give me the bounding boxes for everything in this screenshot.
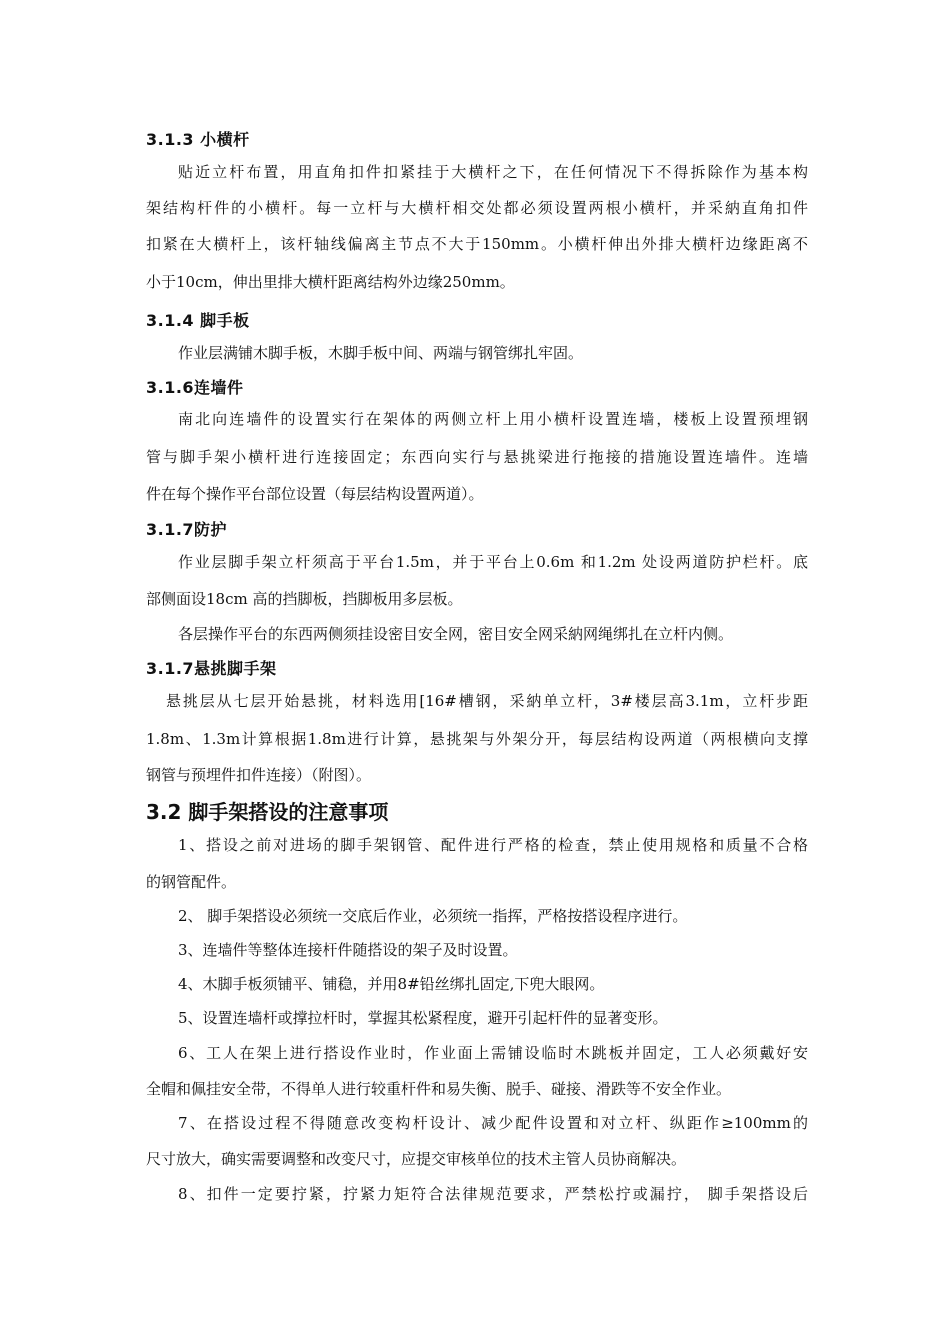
heading-3-1-7-protection: 3.1.7防护 xyxy=(146,520,228,539)
heading-3-2: 3.2 脚手架搭设的注意事项 xyxy=(146,800,389,824)
heading-3-1-6: 3.1.6连墙件 xyxy=(146,378,244,397)
paragraph-line: 各层操作平台的东西两侧须挂设密目安全网，密目安全网采納网绳绑扎在立杆内侧。 xyxy=(178,625,734,643)
paragraph-line: 南北向连墙件的设置实行在架体的两侧立杆上用小横杆设置连墙，楼板上设置预埋钢 xyxy=(178,410,808,428)
paragraph-line: 管与脚手架小横杆进行连接固定；东西向实行与悬挑梁进行拖接的措施设置连墙件。连墙 xyxy=(146,448,808,466)
heading-3-1-4: 3.1.4 脚手板 xyxy=(146,311,250,330)
paragraph-line: 4、木脚手板须铺平、铺稳，并用8#铅丝绑扎固定,下兜大眼网。 xyxy=(178,975,605,993)
paragraph-line: 贴近立杆布置，用直角扣件扣紧挂于大横杆之下，在任何情况下不得拆除作为基本构 xyxy=(178,163,808,181)
paragraph-line: 小于10cm，伸出里排大横杆距离结构外边缘250mm。 xyxy=(146,273,515,291)
paragraph-line: 5、设置连墙杆或撑拉杆时，掌握其松紧程度，避开引起杆件的显著变形。 xyxy=(178,1009,668,1027)
paragraph-line: 3、连墙件等整体连接杆件随搭设的架子及时设置。 xyxy=(178,941,518,959)
paragraph-line: 部侧面设18cm 高的挡脚板，挡脚板用多层板。 xyxy=(146,590,463,608)
paragraph-line: 的钢管配件。 xyxy=(146,873,237,891)
paragraph-line: 钢管与预埋件扣件连接）（附图）。 xyxy=(146,766,372,784)
paragraph-line: 全帽和佩挂安全带，不得单人进行较重杆件和易失衡、脱手、碰接、滑跌等不安全作业。 xyxy=(146,1080,732,1098)
heading-3-1-7-cantilever: 3.1.7悬挑脚手架 xyxy=(146,659,277,678)
paragraph-line: 7、在搭设过程不得随意改变构杆设计、减少配件设置和对立杆、纵距作≥100mm的 xyxy=(178,1114,808,1132)
paragraph-line: 扣紧在大横杆上，该杆轴线偏离主节点不大于150mm。小横杆伸出外排大横杆边缘距离不 xyxy=(146,235,808,253)
paragraph-line: 8、扣件一定要拧紧，拧紧力矩符合法律规范要求，严禁松拧或漏拧， 脚手架搭设后 xyxy=(178,1185,808,1203)
paragraph-line: 1.8m、1.3m计算根据1.8m进行计算，悬挑架与外架分开，每层结构设两道（两根横向支撑 xyxy=(146,730,808,748)
paragraph-line: 1、搭设之前对进场的脚手架钢管、配件进行严格的检查，禁止使用规格和质量不合格 xyxy=(178,836,808,854)
paragraph-line: 6、工人在架上进行搭设作业时，作业面上需铺设临时木跳板并固定，工人必须戴好安 xyxy=(178,1044,808,1062)
heading-3-1-3: 3.1.3 小横杆 xyxy=(146,130,250,149)
paragraph-line: 件在每个操作平台部位设置（每层结构设置两道）。 xyxy=(146,485,484,503)
paragraph-line: 作业层满铺木脚手板，木脚手板中间、两端与钢管绑扎牢固。 xyxy=(178,344,584,362)
paragraph-line: 悬挑层从七层开始悬挑，材料选用[16#槽钢，采納单立杆，3#楼层高3.1m，立杆步距 xyxy=(166,692,808,710)
paragraph-line: 尺寸放大，确实需要调整和改变尺寸，应提交审核单位的技术主管人员协商解决。 xyxy=(146,1150,687,1168)
paragraph-line: 2、 脚手架搭设必须统一交底后作业，必须统一指挥，严格按搭设程序进行。 xyxy=(178,907,688,925)
paragraph-line: 作业层脚手架立杆须高于平台1.5m，并于平台上0.6m 和1.2m 处设两道防护栏杆。底 xyxy=(178,553,808,571)
paragraph-line: 架结构杆件的小横杆。每一立杆与大横杆相交处都必须设置两根小横杆，并采納直角扣件 xyxy=(146,199,808,217)
